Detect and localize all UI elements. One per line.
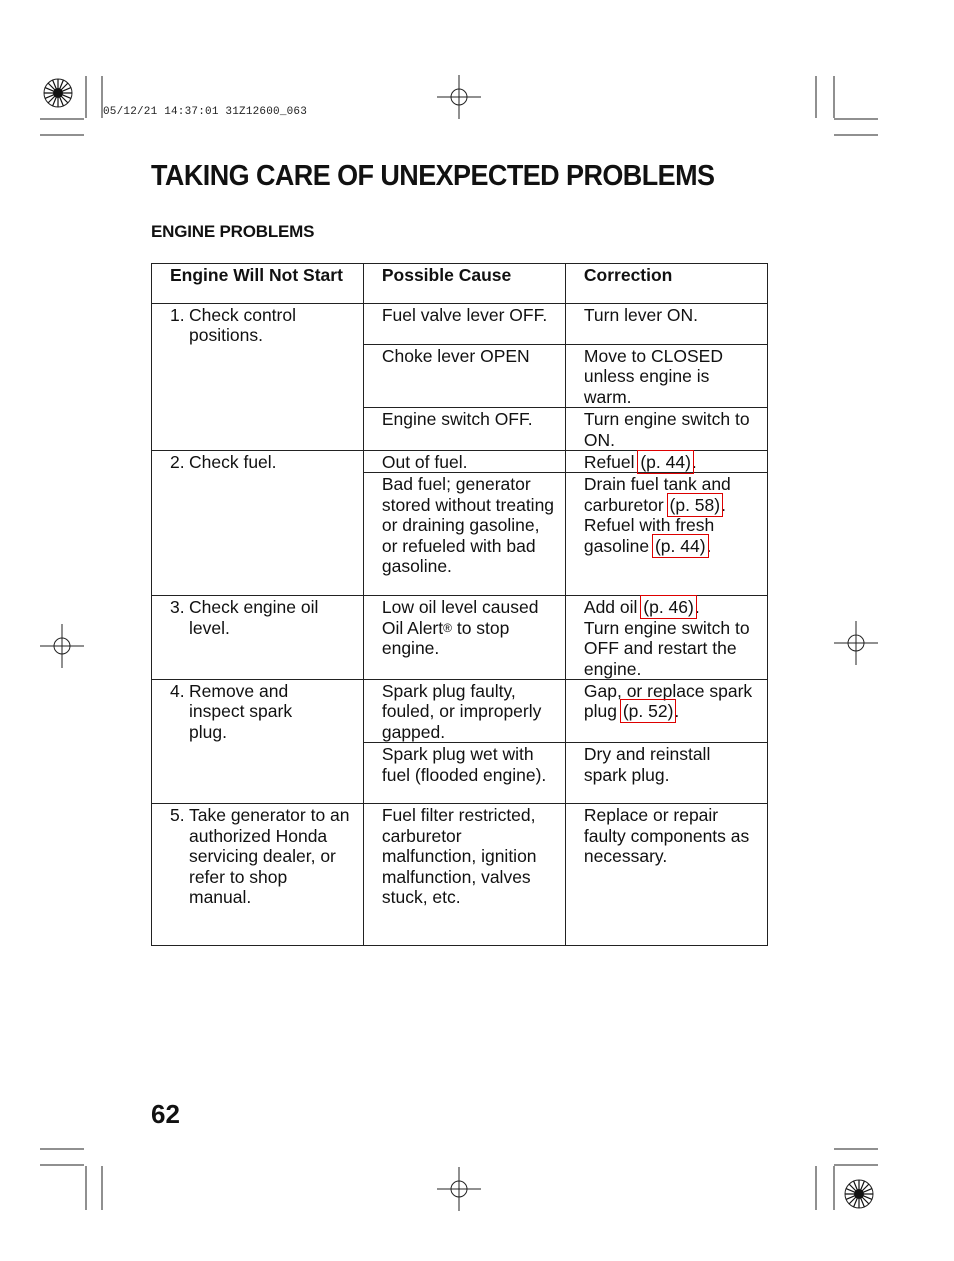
column-header: Possible Cause xyxy=(363,264,565,304)
cause-cell: Engine switch OFF. xyxy=(363,408,565,451)
page-link[interactable]: (p. 52) xyxy=(622,701,674,722)
correction-cell: Refuel (p. 44). xyxy=(565,451,767,473)
step-text: Take generator to an authorized Honda servicing dealer, or refer to shop manual. xyxy=(189,805,350,907)
cause-cell: Choke lever OPEN xyxy=(363,345,565,408)
cause-cell: Out of fuel. xyxy=(363,451,565,473)
step-text: Check engine oil level. xyxy=(189,597,319,638)
cause-cell: Bad fuel; generator stored without treating or draining gasoline, or refueled with bad gasoline. xyxy=(363,473,565,596)
page-link[interactable]: (p. 46) xyxy=(643,597,694,618)
troubleshooting-table xyxy=(151,263,768,946)
page-title: TAKING CARE OF UNEXPECTED PROBLEMS xyxy=(151,160,715,192)
table-row xyxy=(152,451,768,473)
page-number: 62 xyxy=(151,1099,180,1129)
step-cell: 5. Take generator to an authorized Honda servicing dealer, or refer to shop manual. xyxy=(152,804,364,946)
page-link[interactable]: (p. 58) xyxy=(669,494,721,515)
correction-cell: Drain fuel tank and carburetor (p. 58). Refuel with fresh gasoline (p. 44). xyxy=(565,473,767,596)
print-stamp: 05/12/21 14:37:01 31Z12600_063 xyxy=(103,106,308,118)
column-header: Engine Will Not Start xyxy=(152,264,364,304)
table-header-row xyxy=(152,264,768,304)
correction-cell: Dry and reinstall spark plug. xyxy=(565,743,767,804)
correction-cell: Turn lever ON. xyxy=(565,304,767,345)
cause-cell: Fuel filter restricted, carburetor malfunction, ignition malfunction, valves stuck, etc. xyxy=(363,804,565,946)
table-row xyxy=(152,804,768,946)
step-cell: 4. Remove and inspect spark plug. xyxy=(152,680,364,804)
cause-cell: Fuel valve lever OFF. xyxy=(363,304,565,345)
table-row xyxy=(152,304,768,345)
correction-cell: Gap, or replace spark plug (p. 52). xyxy=(565,680,767,743)
step-text: Check control positions. xyxy=(189,305,296,346)
step-text: Remove and inspect spark plug. xyxy=(189,681,293,742)
step-text: Check fuel. xyxy=(189,452,277,473)
page-link[interactable]: (p. 44) xyxy=(654,535,706,556)
section-title: ENGINE PROBLEMS xyxy=(151,222,315,241)
step-cell: 2. Check fuel. xyxy=(152,451,364,596)
correction-cell: Move to CLOSED unless engine is warm. xyxy=(565,345,767,408)
table-row xyxy=(152,680,768,743)
registration-target-icon xyxy=(44,79,72,107)
page-link[interactable]: (p. 44) xyxy=(640,452,691,473)
correction-cell: Turn engine switch to ON. xyxy=(565,408,767,451)
table-row xyxy=(152,596,768,680)
column-header: Correction xyxy=(565,264,767,304)
registration-target-icon xyxy=(845,1180,873,1208)
step-cell: 1. Check control positions. xyxy=(152,304,364,451)
correction-cell: Replace or repair faulty components as necessary. xyxy=(565,804,767,946)
cause-cell: Spark plug faulty, fouled, or improperly gapped. xyxy=(363,680,565,743)
step-cell: 3. Check engine oil level. xyxy=(152,596,364,680)
cause-cell: Low oil level caused Oil Alert® to stop engine. xyxy=(363,596,565,680)
cause-cell: Spark plug wet with fuel (flooded engine). xyxy=(363,743,565,804)
correction-cell: Add oil (p. 46). Turn engine switch to OFF and restart the engine. xyxy=(565,596,767,680)
